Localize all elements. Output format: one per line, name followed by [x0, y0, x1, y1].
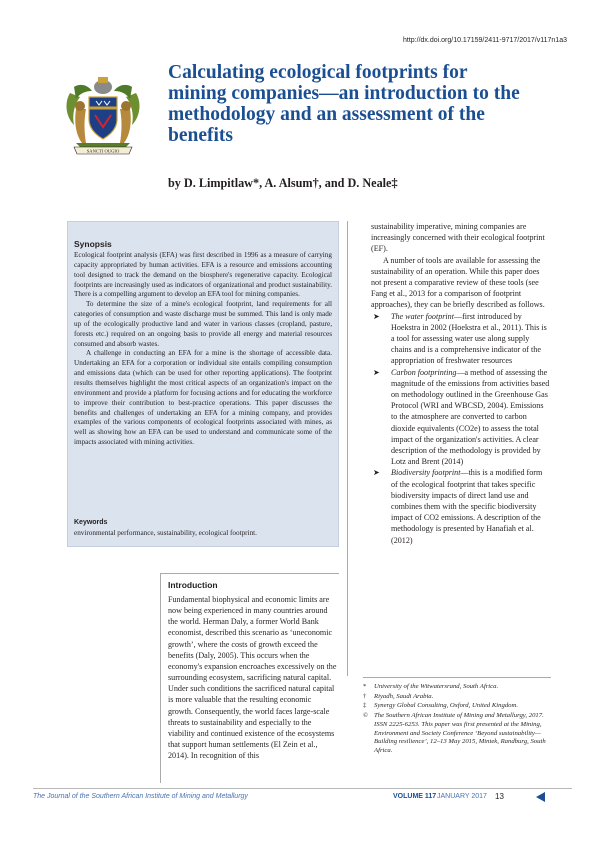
synopsis-heading: Synopsis — [74, 239, 112, 249]
arrow-bullet-icon: ➤ — [373, 367, 380, 377]
synopsis-body — [74, 251, 332, 448]
keywords-heading: Keywords — [74, 519, 108, 526]
footnote-symbol: © — [363, 712, 369, 720]
footer-journal-name: The Journal of the Southern African Institute of Mining and Metallurgy — [33, 793, 248, 800]
right-column — [371, 221, 551, 546]
footnote — [363, 702, 553, 711]
footnote — [363, 683, 553, 692]
svg-text:SANCTI OUGIO: SANCTI OUGIO — [86, 148, 120, 154]
doi-link[interactable]: http://dx.doi.org/10.17159/2411-9717/2017/v117n1a3 — [403, 37, 567, 44]
keywords-text: environmental performance, sustainability, ecological footprint. — [74, 529, 257, 537]
bullet-text: —first introduced by Hoekstra in 2002 (Hoekstra et al., 2011). This is a tool for assessing water use along supply chains and is a comprehensive indicator of the appropriation of freshwater resources — [391, 311, 547, 366]
footnote-text: Riyadh, Saudi Arabia. — [374, 692, 434, 700]
authors-line: by D. Limpitlaw*, A. Alsum†, and D. Neale‡ — [168, 176, 398, 190]
synopsis-paragraph: Ecological footprint analysis (EFA) was first described in 1996 as a measure of carrying capacity appropriated by human activities. EFA is a resource and emissions accounting tool designed to track the demand on the biosphere's regenerative capacity. Ecological footprints are increasingly used as indicators of organizational and product sustainability. There is a compelling argument to develop an EFA tool for mining companies. — [74, 251, 332, 299]
footnote-text: University of the Witwatersrand, South Africa. — [374, 683, 499, 690]
footer-divider — [33, 788, 572, 789]
introduction-heading: Introduction — [168, 580, 218, 590]
synopsis-paragraph: A challenge in conducting an EFA for a mine is the shortage of accessible data. Undertaking an EFA for a corporation or individual site entails compiling consumption and emissions data (which can be used for other reporting applications). The footprint results themselves highlight the most critical aspects of an organization's impact on the environment and provide a platform for focusing actions and for educating the workforce to improve their contribution to best-practice operations. This paper discusses the benefits and challenges of undertaking an EFA for a mining company, and provides examples of the various components of ecological footprints associated with mines, as well as showing how an EFA can be used to understand and communicate some of the impacts associated with mining activities. — [74, 349, 332, 447]
footnote — [363, 693, 553, 702]
synopsis-paragraph: To determine the size of a mine's ecological footprint, land requirements for all categories of consumption and waste discharge must be summed. This land is only made up of the ecologically productive land and water in various classes (cropland, pasture, forests etc.) required on an ongoing basis to provide all energy and material resources consumed and absorb wastes. — [74, 300, 332, 348]
footnote-divider — [363, 677, 551, 678]
bullet-item — [371, 311, 551, 367]
bullet-text: —this is a modified form of the ecological footprint that takes specific biodiversity impacts of direct land use and combines them with the specific biodiversity impact of CO2 emissions. A description of the methodology is presented by Hanafiah et al. (2012) — [391, 468, 543, 545]
column-divider — [347, 221, 348, 676]
institute-crest-logo — [62, 73, 144, 155]
bullet-text: —a method of assessing the magnitude of the emissions from activities based on methodology outlined in the Greenhouse Gas Protocol (WRI and WBCSD, 2004). Emissions to the atmosphere are converted to carbon dioxide equivalents (CO2e) to assess the total impact of the organization's activities. A clear description of the methodology is provided by Lotz and Brent (2014) — [391, 367, 550, 467]
bullet-term: The water footprint — [391, 311, 454, 321]
paper-title: Calculating ecological footprints for mining companies—an introduction to the methodology and an assessment of the benefits — [168, 62, 520, 146]
footnote-text: Synergy Global Consulting, Oxford, United Kingdom. — [374, 702, 519, 710]
footnote-text: The Southern African Institute of Mining and Metallurgy, 2017. ISSN 2225-6253. This paper was first presented at the Mining, Environment and Society Conference ‘Beyond sustainability—Building resilience’, 12–13 May 2015, Mintek, Randburg, South Africa. — [374, 712, 546, 754]
arrow-bullet-icon: ➤ — [373, 468, 380, 478]
arrow-bullet-icon: ➤ — [373, 311, 380, 321]
bullet-item — [371, 367, 551, 468]
footer-volume: VOLUME 117 — [393, 793, 437, 800]
page-arrow-icon — [536, 792, 545, 802]
introduction-body — [168, 594, 338, 761]
bullet-item — [371, 467, 551, 545]
body-paragraph: sustainability imperative, mining companies are increasingly concerned with their ecological footprint (EF). — [371, 222, 545, 254]
body-paragraph: A number of tools are available for assessing the sustainability of an operation. While this paper does not present a comparative review of these tools (see Fang et al., 2013 for a comparison of footprint approaches), they can be briefly described as follows. — [371, 255, 545, 310]
footer-date: JANUARY 2017 — [437, 793, 487, 800]
footnote-symbol: † — [363, 692, 367, 700]
bullet-term: Carbon footprinting — [391, 367, 457, 377]
footnotes — [363, 683, 553, 757]
bullet-term: Biodiversity footprint — [391, 468, 461, 478]
footnote-symbol: ‡ — [363, 702, 367, 710]
footnote-symbol: * — [363, 683, 367, 690]
footnote — [363, 712, 553, 756]
page-number: 13 — [495, 792, 504, 801]
introduction-paragraph: Fundamental biophysical and economic limits are now being experienced in many countries around the world. Herman Daly, a former World Bank economist, described this scenario as ‘uneconomic growth’, where the costs of growth exceed the benefits (Daly, 2005). This occurs when the economy's expansion encroaches excessively on the surrounding ecosystem, sacrificing natural capital. Under such conditions the sacrificed natural capital is more valuable that the resulting economic growth. Consequently, the world faces large-scale threats to sustainability and especially to the viability and continued existence of the ecosystems that support human settlements (El Zein et al., 2014). In recognition of this — [168, 595, 337, 761]
